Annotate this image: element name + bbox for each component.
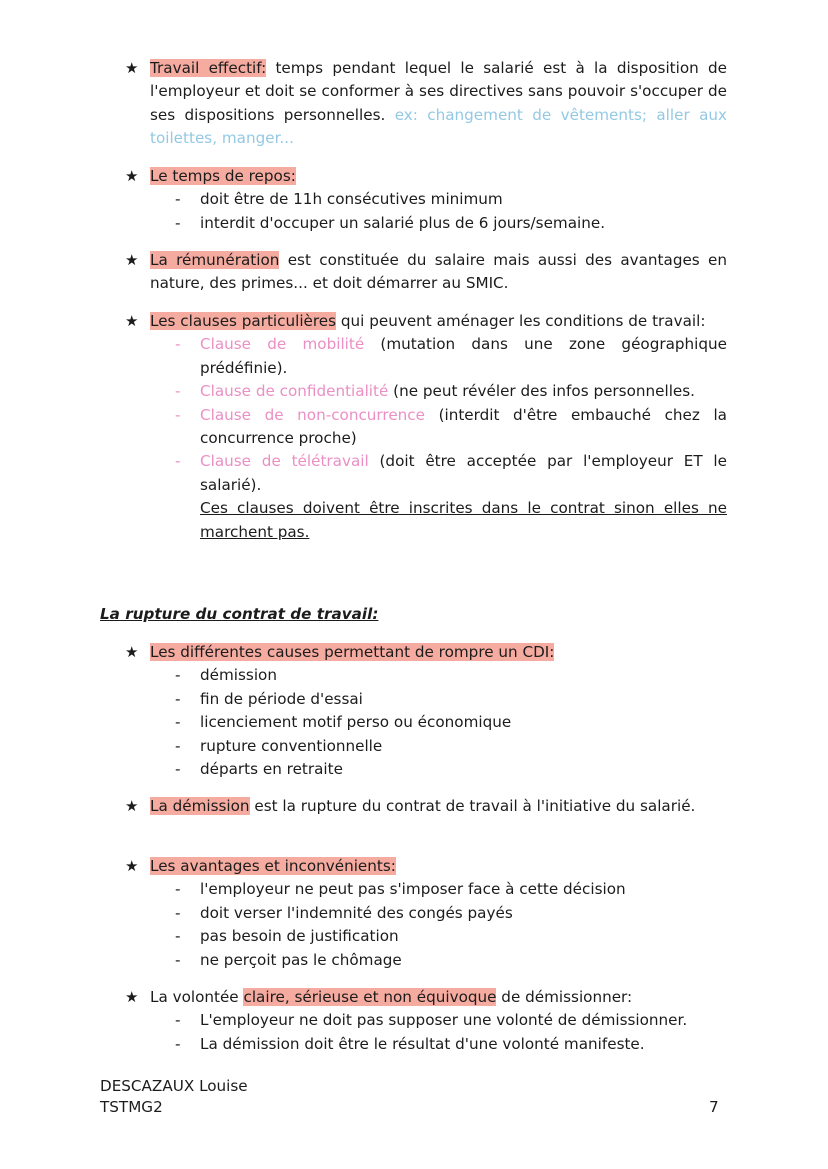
- list-item: - La démission doit être le résultat d'une volonté manifeste.: [200, 1033, 727, 1056]
- bullet-text: [150, 641, 727, 664]
- list-item: - fin de période d'essai: [200, 688, 727, 711]
- dash-marker: -: [175, 1034, 181, 1053]
- body-text: de démissionner:: [496, 988, 633, 1006]
- clause-list: [127, 333, 727, 544]
- bullet-volontee: [127, 986, 727, 1056]
- list-item: - démission: [200, 664, 727, 687]
- list-item: - l'employeur ne peut pas s'imposer face à cette décision: [200, 878, 727, 901]
- list-item: - départs en retraite: [200, 758, 727, 781]
- highlight-term: La rémunération: [150, 251, 280, 269]
- dash-marker: -: [175, 880, 181, 899]
- bullet-text: [150, 855, 727, 878]
- dash-marker: -: [175, 213, 181, 232]
- bullet-causes-rupture: [127, 641, 727, 781]
- highlight-term: Le temps de repos:: [150, 167, 296, 185]
- dash-marker: -: [175, 736, 181, 755]
- highlight-term: Travail effectif:: [150, 59, 267, 77]
- body-text: est constituée du salaire mais aussi des avantages en nature, des primes... et doit démarrer au SMIC.: [150, 251, 727, 293]
- dash-marker: -: [175, 666, 181, 685]
- list-item: - rupture conventionnelle: [200, 735, 727, 758]
- dash-marker: -: [175, 713, 181, 732]
- dash-marker: -: [175, 689, 181, 708]
- star-icon: ★: [125, 251, 139, 269]
- bullet-text: [150, 57, 727, 151]
- clause-item: - Clause de non-concurrence (interdit d'être embauché chez la concurrence proche): [175, 405, 727, 448]
- dash-marker: -: [175, 950, 181, 969]
- dash-marker: -: [175, 927, 181, 946]
- body-text: qui peuvent aménager les conditions de travail:: [336, 312, 706, 330]
- clause-name: Clause de non-concurrence: [200, 405, 425, 424]
- footer-class: TSTMG2: [100, 1098, 163, 1116]
- star-icon: ★: [125, 312, 139, 330]
- clause-item: - Clause de confidentialité (ne peut révéler des infos personnelles.: [200, 380, 727, 403]
- list-item: - pas besoin de justification: [200, 925, 727, 948]
- star-icon: ★: [125, 59, 139, 77]
- body-text: La volontée: [150, 988, 244, 1006]
- bullet-remuneration: [127, 249, 727, 296]
- bullet-text: [150, 249, 727, 296]
- bullet-text: [150, 986, 727, 1009]
- bullet-travail-effectif: [127, 57, 727, 151]
- footer: [100, 1076, 248, 1118]
- bullet-avantages-inconvenients: [127, 855, 727, 972]
- bullet-text: [150, 165, 727, 188]
- highlight-term: Les différentes causes permettant de rompre un CDI:: [150, 643, 555, 661]
- star-icon: ★: [125, 643, 139, 661]
- body-text: temps pendant lequel le salarié est à la disposition de l'employeur et doit se conformer à ses directives sans pouvoir s'occuper de ses dispositions personnelles.: [150, 59, 727, 124]
- dash-marker: -: [175, 190, 181, 209]
- clause-name: Clause de télétravail: [200, 452, 369, 471]
- dash-marker: -: [175, 405, 181, 424]
- list-item: - ne perçoit pas le chômage: [200, 949, 727, 972]
- bullet-clauses-particulieres: [127, 310, 727, 544]
- clause-name: Clause de mobilité: [200, 335, 365, 354]
- footer-author: DESCAZAUX Louise: [100, 1077, 248, 1095]
- section-title: La rupture du contrat de travail:: [100, 605, 379, 623]
- dash-marker: -: [175, 903, 181, 922]
- sub-list: [127, 878, 727, 972]
- list-item: - doit verser l'indemnité des congés payés: [200, 902, 727, 925]
- star-icon: ★: [125, 857, 139, 875]
- dash-marker: -: [175, 452, 181, 471]
- bullet-text: [150, 795, 727, 818]
- highlight-term: Les avantages et inconvénients:: [150, 857, 396, 875]
- sub-list: [127, 664, 727, 781]
- clause-item: - Clause de mobilité (mutation dans une zone géographique prédéfinie).: [175, 335, 728, 377]
- star-icon: ★: [125, 797, 139, 815]
- dash-marker: -: [175, 760, 181, 779]
- list-item: - licenciement motif perso ou économique: [200, 711, 727, 734]
- dash-marker: -: [175, 1011, 181, 1030]
- sub-list: [127, 188, 727, 235]
- star-icon: ★: [125, 988, 139, 1006]
- body-text: est la rupture du contrat de travail à l'initiative du salarié.: [249, 797, 696, 815]
- example-text: ex: changement de vêtements; aller aux toilettes, manger...: [150, 105, 727, 148]
- highlight-term: Les clauses particulières: [150, 312, 337, 330]
- sub-list: [127, 1009, 727, 1056]
- highlight-term: claire, sérieuse et non équivoque: [243, 988, 497, 1006]
- highlight-term: La démission: [150, 797, 250, 815]
- clause-name: Clause de confidentialité: [200, 382, 389, 401]
- list-item: - doit être de 11h consécutives minimum: [200, 188, 727, 211]
- star-icon: ★: [125, 167, 139, 185]
- bullet-demission: [127, 795, 727, 818]
- list-item: - L'employeur ne doit pas supposer une volonté de démissionner.: [200, 1009, 727, 1032]
- clause-item: - Clause de télétravail (doit être acceptée par l'employeur ET le salarié).: [175, 452, 727, 494]
- clause-note: Ces clauses doivent être inscrites dans le contrat sinon elles ne marchent pas.: [200, 499, 727, 541]
- dash-marker: -: [175, 335, 181, 354]
- list-item: - interdit d'occuper un salarié plus de 6 jours/semaine.: [200, 212, 727, 235]
- bullet-text: [150, 310, 727, 333]
- page-number: 7: [709, 1098, 719, 1116]
- dash-marker: -: [175, 382, 181, 401]
- bullet-temps-de-repos: [127, 165, 727, 235]
